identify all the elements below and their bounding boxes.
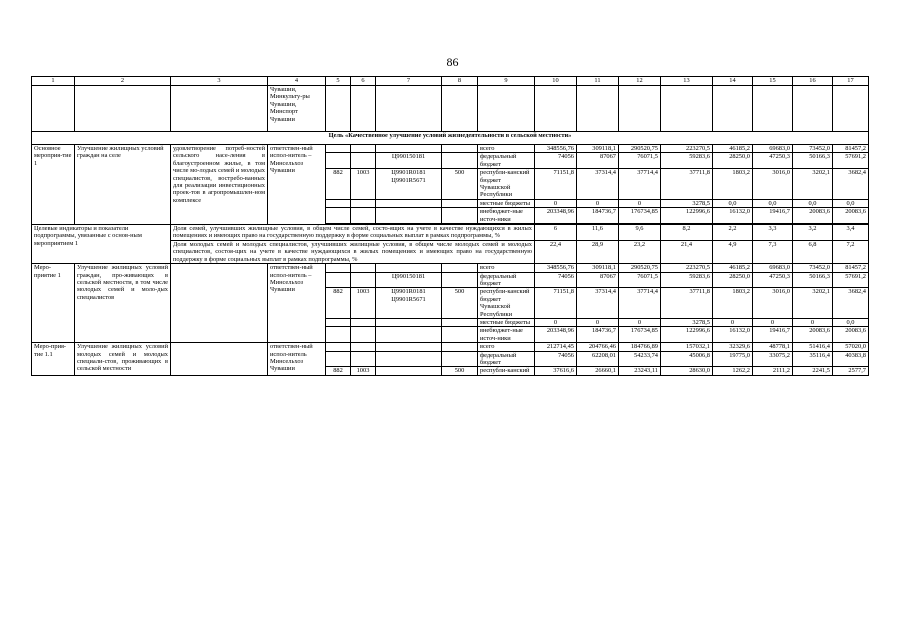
value-cell: 0 xyxy=(535,199,577,207)
value-cell: 57691,2 xyxy=(833,153,869,169)
value-cell: 73452,0 xyxy=(793,145,833,153)
value-cell: 62208,01 xyxy=(577,351,619,367)
budget-table xyxy=(31,76,869,376)
column-number: 16 xyxy=(793,77,833,86)
column-number: 9 xyxy=(478,77,535,86)
value-cell: 28250,0 xyxy=(713,153,753,169)
value-cell: 0,0 xyxy=(753,199,793,207)
value-cell: 184736,7 xyxy=(577,327,619,343)
value-cell: 40383,8 xyxy=(833,351,869,367)
grbs-code-cell: 882 xyxy=(326,367,351,375)
value-cell: 45006,8 xyxy=(661,351,713,367)
value-cell: 50166,3 xyxy=(793,272,833,288)
value-cell: 290520,75 xyxy=(619,264,661,272)
value-cell: 203348,96 xyxy=(535,327,577,343)
indicator-value: 4,9 xyxy=(713,240,753,263)
value-cell: 51416,4 xyxy=(793,343,833,351)
vr-code-cell: 500 xyxy=(442,367,478,375)
value-cell: 81457,2 xyxy=(833,145,869,153)
value-cell: 23243,11 xyxy=(619,367,661,375)
value-cell: 3278,5 xyxy=(661,199,713,207)
value-cell: 47250,3 xyxy=(753,272,793,288)
status-cell: Меро-приятие 1 xyxy=(32,264,75,343)
status-cell: Основное мероприя-тие 1 xyxy=(32,145,75,225)
value-cell: 20083,6 xyxy=(833,327,869,343)
csr-code-cell: Ц990150181 xyxy=(376,153,442,169)
value-cell: 33075,2 xyxy=(753,351,793,367)
indicator-value: 2,2 xyxy=(713,225,753,241)
column-number: 11 xyxy=(577,77,619,86)
value-cell: 0 xyxy=(619,199,661,207)
rzpr-code-cell: 1003 xyxy=(351,367,376,375)
indicator-text: Доля семей, улучшивших жилищные условия, в общем числе семей, состо-ящих на учете в качестве нуждающихся в жилых помещениях и имеющих право на государственную поддержку в форме социальных выплат в рамках подпрограммы, % xyxy=(171,225,535,241)
value-cell: 57020,0 xyxy=(833,343,869,351)
value-cell: 3016,0 xyxy=(753,288,793,319)
value-cell: 3682,4 xyxy=(833,288,869,319)
indicator-value: 3,3 xyxy=(753,225,793,241)
value-cell: 223270,5 xyxy=(661,264,713,272)
indicators-label: Целевые индикаторы и показатели подпрограммы, увязанные с основ-ным мероприятием 1 xyxy=(32,225,171,264)
table-row xyxy=(32,145,869,153)
value-cell: 1262,2 xyxy=(713,367,753,375)
value-cell: 32329,6 xyxy=(713,343,753,351)
value-cell: 69683,0 xyxy=(753,145,793,153)
value-cell: 212714,45 xyxy=(535,343,577,351)
value-cell: 81457,2 xyxy=(833,264,869,272)
value-cell: 69683,0 xyxy=(753,264,793,272)
event-name-cell: Улучшение жилищных условий граждан, про-живающих в сельской местности, в том числе молодых семей и моло-дых специалистов xyxy=(75,264,171,343)
column-number: 3 xyxy=(171,77,268,86)
value-cell: 71151,8 xyxy=(535,288,577,319)
column-number: 17 xyxy=(833,77,869,86)
value-cell: 3682,4 xyxy=(833,169,869,200)
value-cell: 19416,7 xyxy=(753,327,793,343)
goal-task-cell xyxy=(171,343,268,376)
value-cell: 0,0 xyxy=(833,199,869,207)
value-cell: 0 xyxy=(619,318,661,326)
column-number: 7 xyxy=(376,77,442,86)
source-cell: местные бюджеты xyxy=(478,318,535,326)
column-number: 15 xyxy=(753,77,793,86)
value-cell: 2577,7 xyxy=(833,367,869,375)
value-cell: 26660,1 xyxy=(577,367,619,375)
value-cell: 57691,2 xyxy=(833,272,869,288)
goal-title: Цель «Качественное улучшение условий жизнедеятельности в сельской местности» xyxy=(32,132,869,145)
indicator-value: 28,9 xyxy=(577,240,619,263)
indicator-value: 3,2 xyxy=(793,225,833,241)
value-cell: 87067 xyxy=(577,272,619,288)
continuation-row xyxy=(32,86,869,132)
value-cell: 20083,6 xyxy=(833,208,869,224)
indicator-value: 23,2 xyxy=(619,240,661,263)
value-cell: 0 xyxy=(793,318,833,326)
value-cell: 3278,5 xyxy=(661,318,713,326)
indicator-value: 22,4 xyxy=(535,240,577,263)
value-cell: 19416,7 xyxy=(753,208,793,224)
value-cell: 0 xyxy=(577,318,619,326)
indicator-value: 11,6 xyxy=(577,225,619,241)
column-number: 5 xyxy=(326,77,351,86)
goal-task-cell: удовлетворение потреб-ностей сельского насе-ления в благоустроенном жилье, в том числе мо-лодых семей и молодых специалистов, востребо-ванных для реализации инвестиционных проек-тов в агропромышлен-ном комплексе xyxy=(171,145,268,225)
value-cell: 73452,0 xyxy=(793,264,833,272)
value-cell: 71151,8 xyxy=(535,169,577,200)
value-cell: 20083,6 xyxy=(793,208,833,224)
value-cell: 0 xyxy=(535,318,577,326)
event-name-cell: Улучшение жилищных условий молодых семей и молодых специали-стов, проживающих в сельской местности xyxy=(75,343,171,376)
value-cell: 2111,2 xyxy=(753,367,793,375)
goal-task-cell xyxy=(171,264,268,343)
source-cell: внебюджет-ные источ-ники xyxy=(478,208,535,224)
value-cell: 157032,1 xyxy=(661,343,713,351)
source-cell: федеральный бюджет xyxy=(478,351,535,367)
value-cell: 50166,3 xyxy=(793,153,833,169)
goal-row xyxy=(32,132,869,145)
rzpr-code-cell: 1003 xyxy=(351,288,376,319)
value-cell: 309118,1 xyxy=(577,264,619,272)
value-cell: 0,0 xyxy=(793,199,833,207)
source-cell: республи-канский бюджет Чувашской Республики xyxy=(478,288,535,319)
value-cell: 76071,5 xyxy=(619,153,661,169)
column-number: 4 xyxy=(268,77,326,86)
source-cell: республи-канский xyxy=(478,367,535,375)
indicator-value: 6 xyxy=(535,225,577,241)
source-cell: всего xyxy=(478,145,535,153)
value-cell: 37714,4 xyxy=(619,288,661,319)
table-row xyxy=(32,343,869,351)
event-name-cell: Улучшение жилищных условий граждан на селе xyxy=(75,145,171,225)
value-cell: 87067 xyxy=(577,153,619,169)
value-cell: 59283,6 xyxy=(661,153,713,169)
value-cell: 122996,6 xyxy=(661,327,713,343)
value-cell: 184766,89 xyxy=(619,343,661,351)
column-number: 2 xyxy=(75,77,171,86)
value-cell: 59283,6 xyxy=(661,272,713,288)
value-cell: 16132,0 xyxy=(713,327,753,343)
indicator-value: 9,6 xyxy=(619,225,661,241)
value-cell: 176734,85 xyxy=(619,327,661,343)
value-cell: 223270,5 xyxy=(661,145,713,153)
indicator-value: 7,3 xyxy=(753,240,793,263)
value-cell: 3202,1 xyxy=(793,169,833,200)
value-cell: 20083,6 xyxy=(793,327,833,343)
responsible-cell: ответствен-ный испол-нитель Минсельхоз Чувашии xyxy=(268,343,326,376)
value-cell: 74056 xyxy=(535,351,577,367)
grbs-code-cell: 882 xyxy=(326,288,351,319)
value-cell: 46185,2 xyxy=(713,145,753,153)
value-cell: 204766,46 xyxy=(577,343,619,351)
column-number: 14 xyxy=(713,77,753,86)
column-number: 8 xyxy=(442,77,478,86)
source-cell: всего xyxy=(478,264,535,272)
value-cell: 48778,1 xyxy=(753,343,793,351)
source-cell: федеральный бюджет xyxy=(478,272,535,288)
indicator-value: 7,2 xyxy=(833,240,869,263)
status-cell: Меро-прия-тие 1.1 xyxy=(32,343,75,376)
value-cell: 47250,3 xyxy=(753,153,793,169)
value-cell: 28250,0 xyxy=(713,272,753,288)
column-number: 10 xyxy=(535,77,577,86)
value-cell: 309118,1 xyxy=(577,145,619,153)
value-cell: 290520,75 xyxy=(619,145,661,153)
value-cell: 76071,5 xyxy=(619,272,661,288)
table-row xyxy=(32,264,869,272)
source-cell: всего xyxy=(478,343,535,351)
responsible-cell: ответствен-ный испол-нитель – Минсельхоз Чувашии xyxy=(268,264,326,343)
indicator-row xyxy=(32,225,869,241)
csr-code-cell: Ц990150181 xyxy=(376,272,442,288)
value-cell: 37314,4 xyxy=(577,288,619,319)
value-cell: 176734,85 xyxy=(619,208,661,224)
source-cell: федеральный бюджет xyxy=(478,153,535,169)
page-number: 86 xyxy=(446,55,459,69)
value-cell: 203348,96 xyxy=(535,208,577,224)
value-cell: 0,0 xyxy=(713,199,753,207)
column-number: 1 xyxy=(32,77,75,86)
csr-code-cell: Ц9901R0181 Ц9901R5671 xyxy=(376,288,442,319)
value-cell: 46185,2 xyxy=(713,264,753,272)
value-cell: 3016,0 xyxy=(753,169,793,200)
column-number: 6 xyxy=(351,77,376,86)
column-number-row xyxy=(32,77,869,86)
indicator-value: 21,4 xyxy=(661,240,713,263)
value-cell: 74056 xyxy=(535,153,577,169)
column-number: 12 xyxy=(619,77,661,86)
responsible-cell: ответствен-ный испол-нитель – Минсельхоз Чувашии xyxy=(268,145,326,225)
value-cell: 3202,1 xyxy=(793,288,833,319)
source-cell: внебюджет-ные источ-ники xyxy=(478,327,535,343)
value-cell: 348556,76 xyxy=(535,145,577,153)
value-cell: 184736,7 xyxy=(577,208,619,224)
column-number: 13 xyxy=(661,77,713,86)
value-cell: 0,0 xyxy=(833,318,869,326)
source-cell: республи-канский бюджет Чувашской Республики xyxy=(478,169,535,200)
csr-code-cell: Ц9901R0181 Ц9901R5671 xyxy=(376,169,442,200)
source-cell: местные бюджеты xyxy=(478,199,535,207)
value-cell: 37314,4 xyxy=(577,169,619,200)
value-cell: 0 xyxy=(577,199,619,207)
value-cell: 2241,5 xyxy=(793,367,833,375)
value-cell: 0 xyxy=(713,318,753,326)
value-cell: 1803,2 xyxy=(713,169,753,200)
indicator-value: 8,2 xyxy=(661,225,713,241)
value-cell: 16132,0 xyxy=(713,208,753,224)
value-cell: 37616,6 xyxy=(535,367,577,375)
vr-code-cell: 500 xyxy=(442,169,478,200)
value-cell: 19775,0 xyxy=(713,351,753,367)
rzpr-code-cell: 1003 xyxy=(351,169,376,200)
value-cell: 28630,0 xyxy=(661,367,713,375)
value-cell: 122996,6 xyxy=(661,208,713,224)
value-cell: 74056 xyxy=(535,272,577,288)
value-cell: 37711,8 xyxy=(661,169,713,200)
vr-code-cell: 500 xyxy=(442,288,478,319)
value-cell: 1803,2 xyxy=(713,288,753,319)
grbs-code-cell: 882 xyxy=(326,169,351,200)
value-cell: 348556,76 xyxy=(535,264,577,272)
value-cell: 35116,4 xyxy=(793,351,833,367)
indicator-text: Доля молодых семей и молодых специалистов, улучшивших жилищные условия, в общем числе молодых семей и молодых специалистов, состоя-щих на учете в качестве нуждающихся в жилых помещениях и имеющих право на государственную поддержку в форме социальных выплат в рамках подпрограммы, % xyxy=(171,240,535,263)
value-cell: 54233,74 xyxy=(619,351,661,367)
responsible-cell: Чувашии, Минкульту-ры Чувашии, Минспорт Чувашии xyxy=(268,86,326,132)
value-cell: 37711,8 xyxy=(661,288,713,319)
value-cell: 37714,4 xyxy=(619,169,661,200)
value-cell: 0 xyxy=(753,318,793,326)
indicator-value: 3,4 xyxy=(833,225,869,241)
indicator-value: 6,8 xyxy=(793,240,833,263)
